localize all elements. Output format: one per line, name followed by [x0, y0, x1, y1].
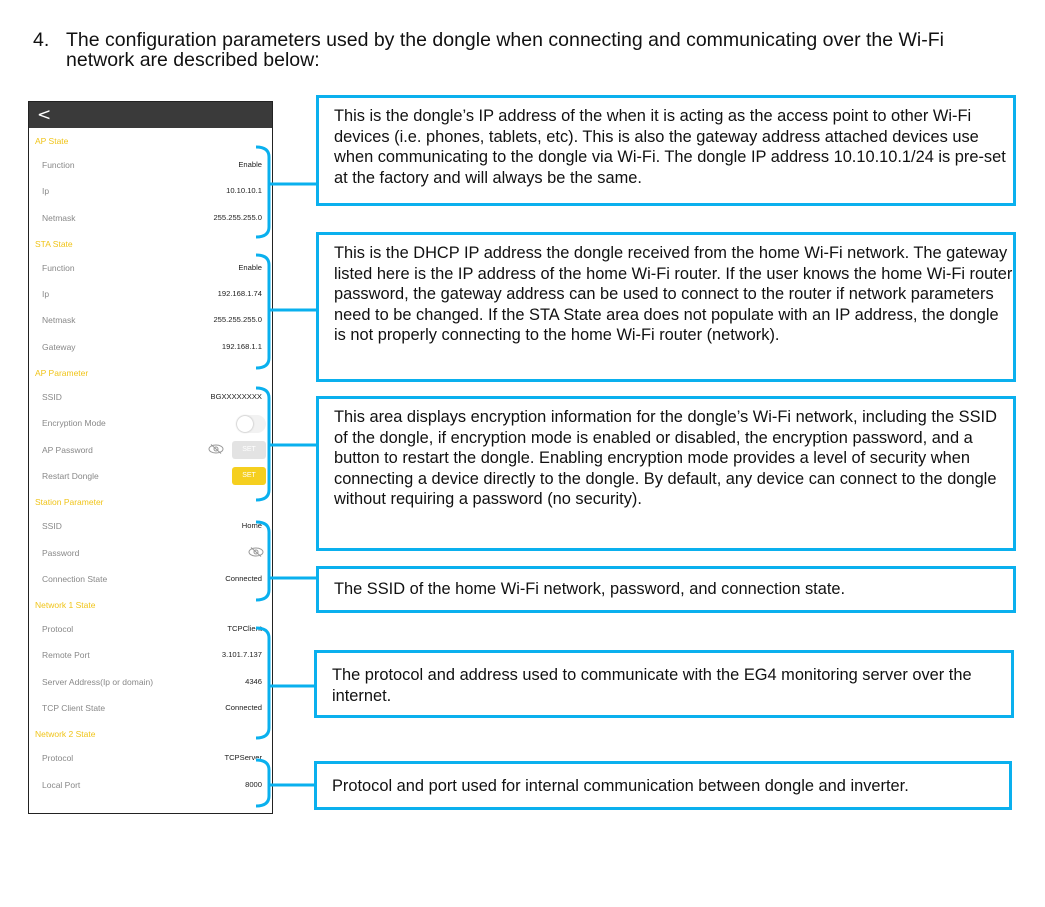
callout-text: The protocol and address used to communicate with the EG4 monitoring server over the internet. — [332, 666, 972, 705]
row-value: TCPClient — [227, 624, 262, 634]
bracket-network1 — [256, 628, 316, 738]
row-value: 10.10.10.1 — [226, 186, 262, 196]
callout-text: The SSID of the home Wi-Fi network, password, and connection state. — [334, 580, 846, 598]
row-label: AP Password — [42, 444, 93, 455]
row-label: Protocol — [42, 624, 74, 635]
ap-password-set-button[interactable]: SET — [232, 441, 266, 459]
row-label: Protocol — [42, 753, 74, 764]
callout-text: This is the DHCP IP address the dongle received from the home Wi-Fi network. The gateway listed here is the IP address of the home Wi-Fi router. If the user knows the home Wi-Fi router password, the gateway address can be used to connect to the router if network parameters need to be changed. If the STA State area does not populate with an IP address, the dongle is not properly connecting to the home Wi-Fi router (network). — [334, 244, 1013, 344]
row-value: 4346 — [245, 676, 262, 686]
row-label: SSID — [42, 392, 62, 403]
row-value: Home — [241, 521, 262, 531]
callout-text: Protocol and port used for internal communication between dongle and inverter. — [332, 777, 909, 795]
row-value: 255.255.255.0 — [213, 212, 262, 222]
row-value: Connected — [225, 703, 262, 713]
row-label: Connection State — [42, 573, 108, 584]
callout-sta-state — [316, 232, 1016, 382]
callout-network1 — [314, 650, 1014, 718]
row-label: Password — [42, 547, 80, 558]
row-value: 192.168.1.74 — [217, 289, 262, 299]
row-label: Function — [42, 160, 75, 170]
restart-dongle-set-button[interactable]: SET — [232, 467, 266, 485]
row-label: Netmask — [42, 212, 76, 223]
row-label: Ip — [42, 289, 50, 300]
section-ap-state: AP State — [35, 136, 69, 146]
callout-text: This is the dongle’s IP address of the when it is acting as the access point to other Wi-Fi devices (i.e. phones, tablets, etc). This is also the gateway address attached devices use when communicating to the dongle via Wi-Fi. The dongle IP address 10.10.10.1/24 is pre-set at the factory and will always be the same. — [334, 107, 1006, 187]
row-label: Server Address(Ip or domain) — [42, 676, 154, 687]
row-value: 192.168.1.1 — [221, 341, 262, 351]
bracket-network2 — [256, 760, 316, 806]
callout-text: This area displays encryption information for the dongle’s Wi-Fi network, including the SSID of the dongle, if encryption mode is enabled or disabled, the encryption password, and a button to restart the dongle. Enabling encryption mode provides a level of security when connecting a device directly to the dongle. By default, any device can connect to the dongle without requiring a password (no security). — [334, 408, 997, 508]
callout-station-parameter — [316, 566, 1016, 613]
row-label: Remote Port — [42, 650, 90, 661]
bracket-ap-parameter — [256, 388, 318, 500]
callout-ap-state — [316, 95, 1016, 206]
section-sta-state: STA State — [35, 238, 73, 249]
row-value: BGXXXXXXXX — [210, 392, 262, 402]
row-value: 3.101.7.137 — [221, 650, 262, 660]
section-network2-state: Network 2 State — [35, 729, 96, 740]
row-label: Local Port — [42, 779, 81, 790]
row-value: TCPServer — [224, 753, 262, 763]
bracket-sta-state — [256, 255, 318, 368]
row-label: Restart Dongle — [42, 470, 99, 481]
row-value: Connected — [225, 573, 262, 583]
chevron-left-icon[interactable]: < — [37, 105, 52, 125]
row-label: TCP Client State — [42, 703, 106, 714]
bracket-station-parameter — [256, 522, 318, 600]
section-station-parameter: Station Parameter — [35, 497, 104, 508]
callout-ap-parameter — [316, 396, 1016, 551]
section-network1-state: Network 1 State — [35, 600, 96, 611]
row-label: Gateway — [42, 341, 76, 352]
row-value: 255.255.255.0 — [213, 315, 262, 325]
row-label: SSID — [42, 521, 62, 532]
row-label: Ip — [42, 186, 50, 197]
list-number: 4. — [33, 29, 50, 51]
row-label: Function — [42, 262, 75, 273]
intro-text: The configuration parameters used by the dongle when connecting and communicating over the Wi-Fi network are described below: — [66, 29, 944, 71]
section-ap-parameter: AP Parameter — [35, 368, 89, 379]
row-value: Enable — [238, 160, 262, 169]
row-label: Netmask — [42, 315, 76, 326]
row-value: Enable — [238, 262, 262, 272]
row-value: 8000 — [245, 779, 262, 789]
bracket-ap-state — [256, 147, 318, 237]
row-label: Encryption Mode — [42, 418, 106, 429]
callout-network2 — [314, 761, 1012, 810]
